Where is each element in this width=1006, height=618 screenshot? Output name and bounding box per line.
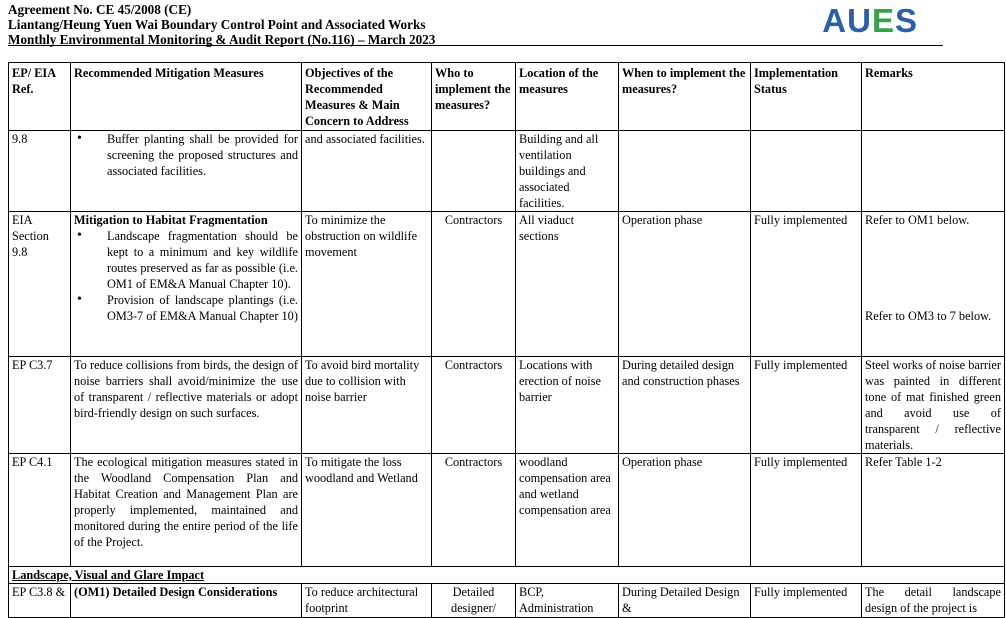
project-title: Liantang/Heung Yuen Wai Boundary Control Point and Associated Works: [8, 17, 426, 32]
report-header: [8, 0, 998, 47]
logo-text-e: E: [871, 2, 895, 39]
table-row: [9, 212, 1005, 357]
col-header-objectives: Objectives of the Recommended Measures & Main Concern to Address: [302, 63, 432, 131]
section-title: Landscape, Visual and Glare Impact: [9, 567, 1005, 584]
logo-text-s: S: [894, 2, 918, 39]
remarks-cell: [862, 212, 1005, 357]
measure-bullet: • Provision of landscape plantings (i.e. OM3-7 of EM&A Manual Chapter 10): [107, 292, 298, 324]
agreement-number: Agreement No. CE 45/2008 (CE): [8, 2, 192, 17]
table-header-row: [9, 63, 1005, 131]
ref-cell: EP C3.7: [9, 357, 71, 454]
col-header-status: Implementation Status: [751, 63, 862, 131]
measure-cell: The ecological mitigation measures stated in the Woodland Compensation Plan and Habitat Creation and Management Plan are properly implemented, maintained and monitored during the entire period of the life of the Project.: [71, 454, 302, 567]
who-cell: [432, 131, 516, 212]
measure-cell: [71, 131, 302, 212]
who-cell: Contractors: [432, 454, 516, 567]
who-cell: Contractors: [432, 212, 516, 357]
status-cell: [751, 131, 862, 212]
location-cell: Building and all ventilation buildings and associated facilities.: [516, 131, 619, 212]
objective-cell: To minimize the obstruction on wildlife movement: [302, 212, 432, 357]
table-row: [9, 584, 1005, 618]
when-cell: Operation phase: [619, 454, 751, 567]
status-cell: Fully implemented: [751, 212, 862, 357]
status-cell: Fully implemented: [751, 584, 862, 618]
when-cell: Operation phase: [619, 212, 751, 357]
who-cell: Contractors: [432, 357, 516, 454]
col-header-ref: EP/ EIA Ref.: [9, 63, 71, 131]
objective-cell: To reduce architectural footprint: [302, 584, 432, 618]
measure-bullet: • Buffer planting shall be provided for screening the proposed structures and associated facilities.: [107, 131, 298, 179]
ref-cell: EIA Section 9.8: [9, 212, 71, 357]
col-header-measures: Recommended Mitigation Measures: [71, 63, 302, 131]
remarks-text: Refer to OM1 below.: [865, 213, 970, 227]
remarks-cell: The detail landscape design of the project is: [862, 584, 1005, 618]
header-divider: [8, 45, 943, 46]
col-header-when: When to implement the measures?: [619, 63, 751, 131]
location-cell: woodland compensation area and wetland compensation area: [516, 454, 619, 567]
table-row: [9, 131, 1005, 212]
ref-cell: 9.8: [9, 131, 71, 212]
ref-cell: EP C4.1: [9, 454, 71, 567]
measure-heading: Mitigation to Habitat Fragmentation: [74, 213, 268, 227]
logo-text-au: AU: [822, 2, 872, 39]
col-header-remarks: Remarks: [862, 63, 1005, 131]
location-cell: Locations with erection of noise barrier: [516, 357, 619, 454]
objective-cell: and associated facilities.: [302, 131, 432, 212]
remarks-cell: Refer Table 1-2: [862, 454, 1005, 567]
remarks-cell: Steel works of noise barrier was painted in different tone of mat finished green and avoid use of transparent / reflective materials.: [862, 357, 1005, 454]
location-cell: BCP, Administration: [516, 584, 619, 618]
location-cell: All viaduct sections: [516, 212, 619, 357]
report-title: Monthly Environmental Monitoring & Audit Report (No.116) – March 2023: [8, 32, 436, 47]
when-cell: During Detailed Design &: [619, 584, 751, 618]
ref-cell: EP C3.8 &: [9, 584, 71, 618]
measure-cell: [71, 212, 302, 357]
mitigation-measures-table: [8, 62, 1005, 618]
col-header-who: Who to implement the measures?: [432, 63, 516, 131]
remarks-cell: [862, 131, 1005, 212]
header-text: [8, 2, 435, 47]
objective-cell: To mitigate the loss woodland and Wetland: [302, 454, 432, 567]
objective-cell: To avoid bird mortality due to collision with noise barrier: [302, 357, 432, 454]
col-header-location: Location of the measures: [516, 63, 619, 131]
who-cell: Detailed designer/: [432, 584, 516, 618]
section-row: [9, 567, 1005, 584]
when-cell: During detailed design and construction phases: [619, 357, 751, 454]
status-cell: Fully implemented: [751, 454, 862, 567]
measure-cell: To reduce collisions from birds, the design of noise barriers shall avoid/minimize the use of transparent / reflective materials or adopt bird-friendly design on such surfaces.: [71, 357, 302, 454]
measure-heading: (OM1) Detailed Design Considerations: [71, 584, 302, 618]
status-cell: Fully implemented: [751, 357, 862, 454]
remarks-text: Refer to OM3 to 7 below.: [865, 309, 992, 323]
table-row: [9, 454, 1005, 567]
measure-bullet: • Landscape fragmentation should be kept to a minimum and key wildlife routes preserved as far as possible (i.e. OM1 of EM&A Manual Chapter 10).: [107, 228, 298, 292]
table-row: [9, 357, 1005, 454]
aues-logo: [822, 2, 918, 40]
when-cell: [619, 131, 751, 212]
